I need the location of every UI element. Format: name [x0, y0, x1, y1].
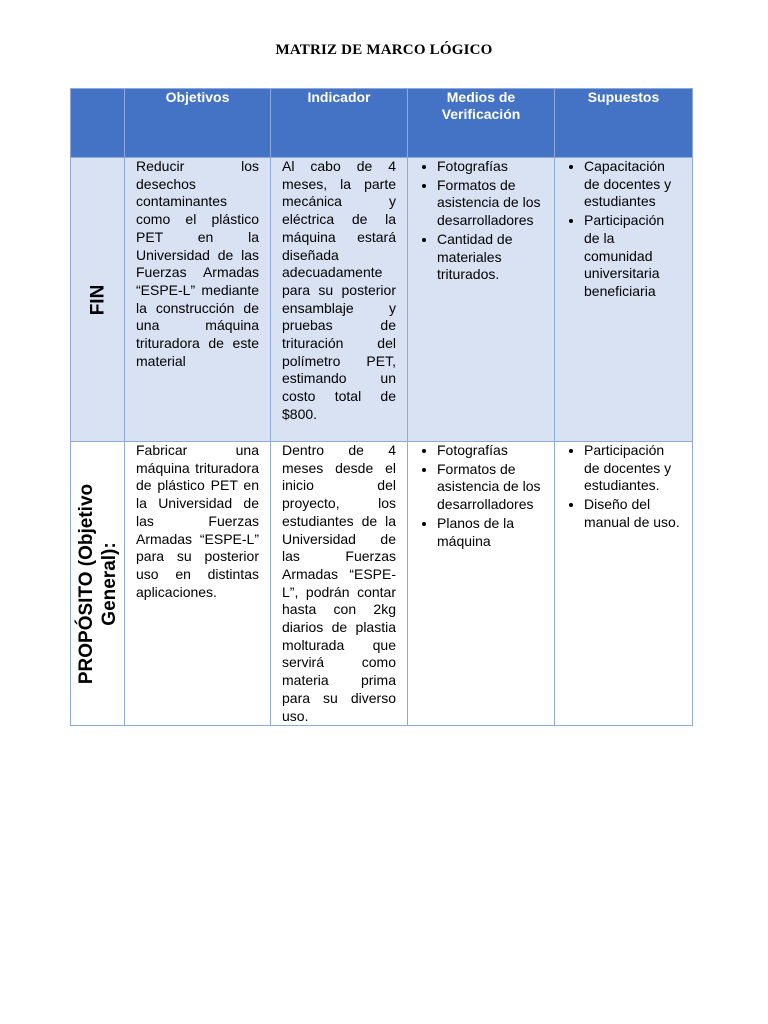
- logical-framework-table: [70, 88, 693, 726]
- header-objetivos: Objetivos: [125, 89, 271, 158]
- cell-objetivos-fin: [125, 158, 271, 442]
- header-corner-cell: [71, 89, 125, 158]
- table-header-row: [71, 89, 693, 158]
- list-item: • Fotografías: [437, 158, 544, 176]
- list-item: • Formatos de asistencia de los desarrolladores: [437, 177, 544, 230]
- medios-list: [408, 158, 544, 284]
- cell-objetivos-proposito: [125, 442, 271, 726]
- cell-supuestos-proposito: [555, 442, 693, 726]
- row-label-proposito: [75, 484, 121, 684]
- supuestos-list: [555, 158, 682, 301]
- row-label-cell-proposito: [71, 442, 125, 726]
- table-row-proposito: [71, 442, 693, 726]
- document-title: MATRIZ DE MARCO LÓGICO: [275, 42, 493, 58]
- objetivos-text: Fabricar una máquina trituradora de plástico PET en la Universidad de las Fuerzas Armadas “ESPE-L” para su posterior uso en distintas aplicaciones.: [136, 442, 259, 600]
- row-label-cell-fin: [71, 158, 125, 442]
- cell-medios-fin: [408, 158, 555, 442]
- list-item: • Fotografías: [437, 442, 544, 460]
- table-row-fin: [71, 158, 693, 442]
- list-item: • Participación de la comunidad universitaria beneficiaria: [584, 212, 682, 301]
- cell-supuestos-fin: [555, 158, 693, 442]
- cell-indicador-fin: [271, 158, 408, 442]
- row-label-proposito-line2: General):: [98, 541, 120, 626]
- indicador-text: Dentro de 4 meses desde el inicio del proyecto, los estudiantes de la Universidad de las Fuerzas Armadas “ESPE-L”, podrán contar hasta con 2kg diarios de plastia molturada que servirá como materia prima para su diverso uso.: [282, 442, 396, 724]
- objetivos-text: Reducir los desechos contaminantes como el plástico PET en la Universidad de las Fuerzas Armadas “ESPE-L” mediante la construcción de una máquina trituradora de este material: [136, 158, 259, 369]
- header-indicador: Indicador: [271, 89, 408, 158]
- medios-list: [408, 442, 544, 550]
- header-medios-de-verificacion: [408, 89, 555, 158]
- list-item: • Diseño del manual de uso.: [584, 496, 682, 531]
- supuestos-list: [555, 442, 682, 532]
- row-label-proposito-line1: PROPÓSITO (Objetivo: [75, 483, 97, 684]
- cell-indicador-proposito: [271, 442, 408, 726]
- header-medios-label: Medios de Verificación: [441, 89, 521, 122]
- list-item: • Planos de la máquina: [437, 515, 544, 550]
- cell-medios-proposito: [408, 442, 555, 726]
- row-label-fin: FIN: [87, 284, 108, 315]
- list-item: • Formatos de asistencia de los desarrolladores: [437, 461, 544, 514]
- list-item: • Cantidad de materiales triturados.: [437, 231, 544, 284]
- list-item: • Participación de docentes y estudiantes.: [584, 442, 682, 495]
- indicador-text: Al cabo de 4 meses, la parte mecánica y eléctrica de la máquina estará diseñada adecuadamente para su posterior ensamblaje y pruebas de trituración del polímetro PET, estimando un costo total de $800.: [282, 158, 396, 422]
- list-item: • Capacitación de docentes y estudiantes: [584, 158, 682, 211]
- header-supuestos: Supuestos: [555, 89, 693, 158]
